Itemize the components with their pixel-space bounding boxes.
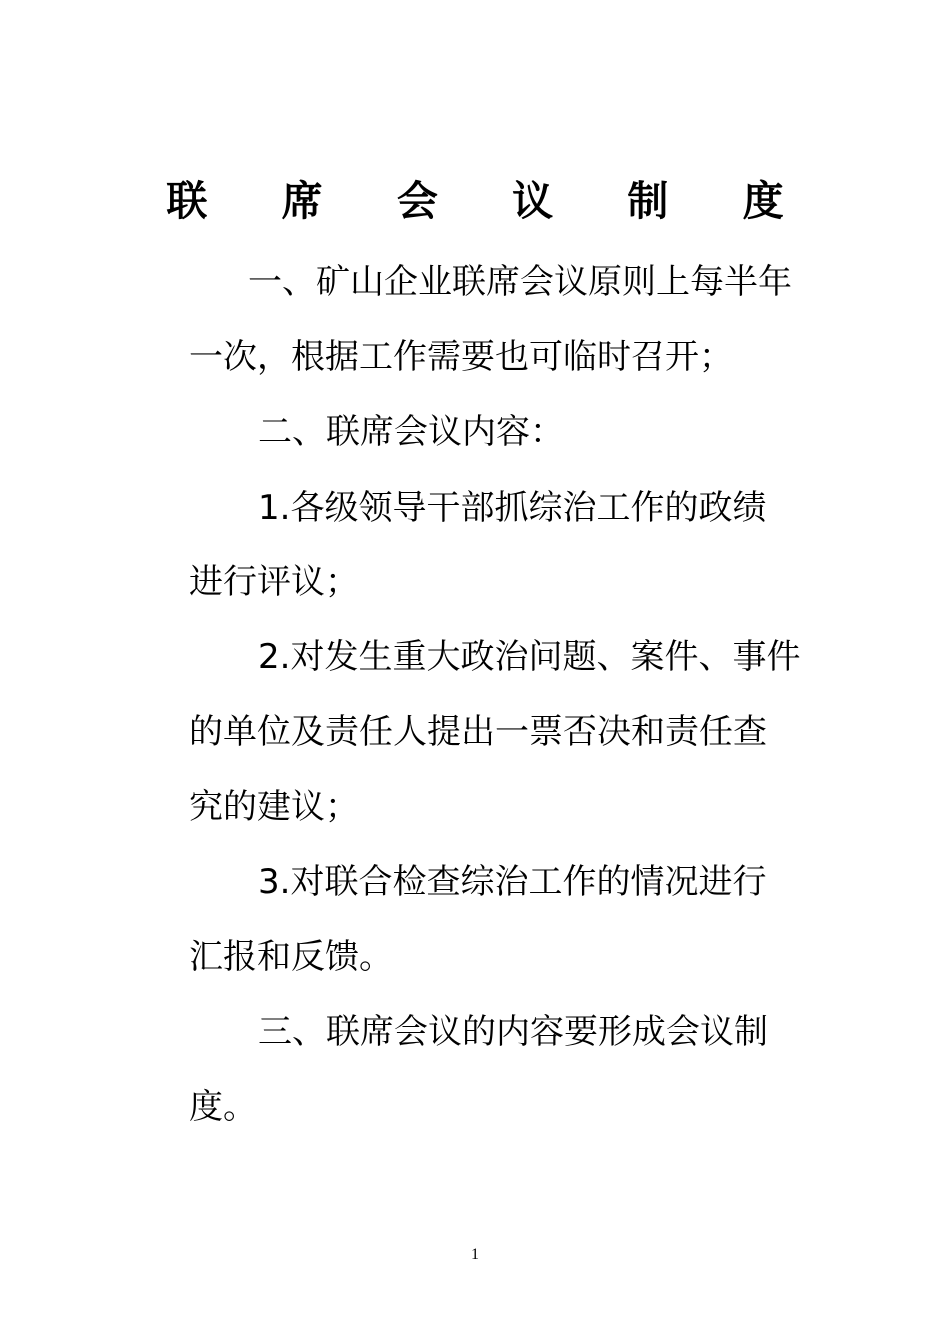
item-1-line-2: 进行评议； [189,562,359,602]
item-2-line-2: 的单位及责任人提出一票否决和责任查 [189,712,767,752]
paragraph-1-line-2: 一次，根据工作需要也可临时召开； [189,337,733,377]
page-number: 1 [471,1246,479,1263]
paragraph-3-line-1: 三、联席会议的内容要形成会议制 [258,1012,768,1052]
paragraph-2-line-1: 二、联席会议内容： [258,412,564,452]
item-3-line-1: 3.对联合检查综治工作的情况进行 [258,862,767,902]
paragraph-3-line-2: 度。 [189,1087,257,1127]
paragraph-1-line-1: 一、矿山企业联席会议原则上每半年 [248,262,792,302]
item-3-line-2: 汇报和反馈。 [189,937,393,977]
item-2-line-3: 究的建议； [189,787,359,827]
document-title: 联 席 会 议 制 度 [166,177,814,225]
item-1-line-1: 1.各级领导干部抓综治工作的政绩 [258,488,767,528]
item-2-line-1: 2.对发生重大政治问题、案件、事件 [258,637,801,677]
